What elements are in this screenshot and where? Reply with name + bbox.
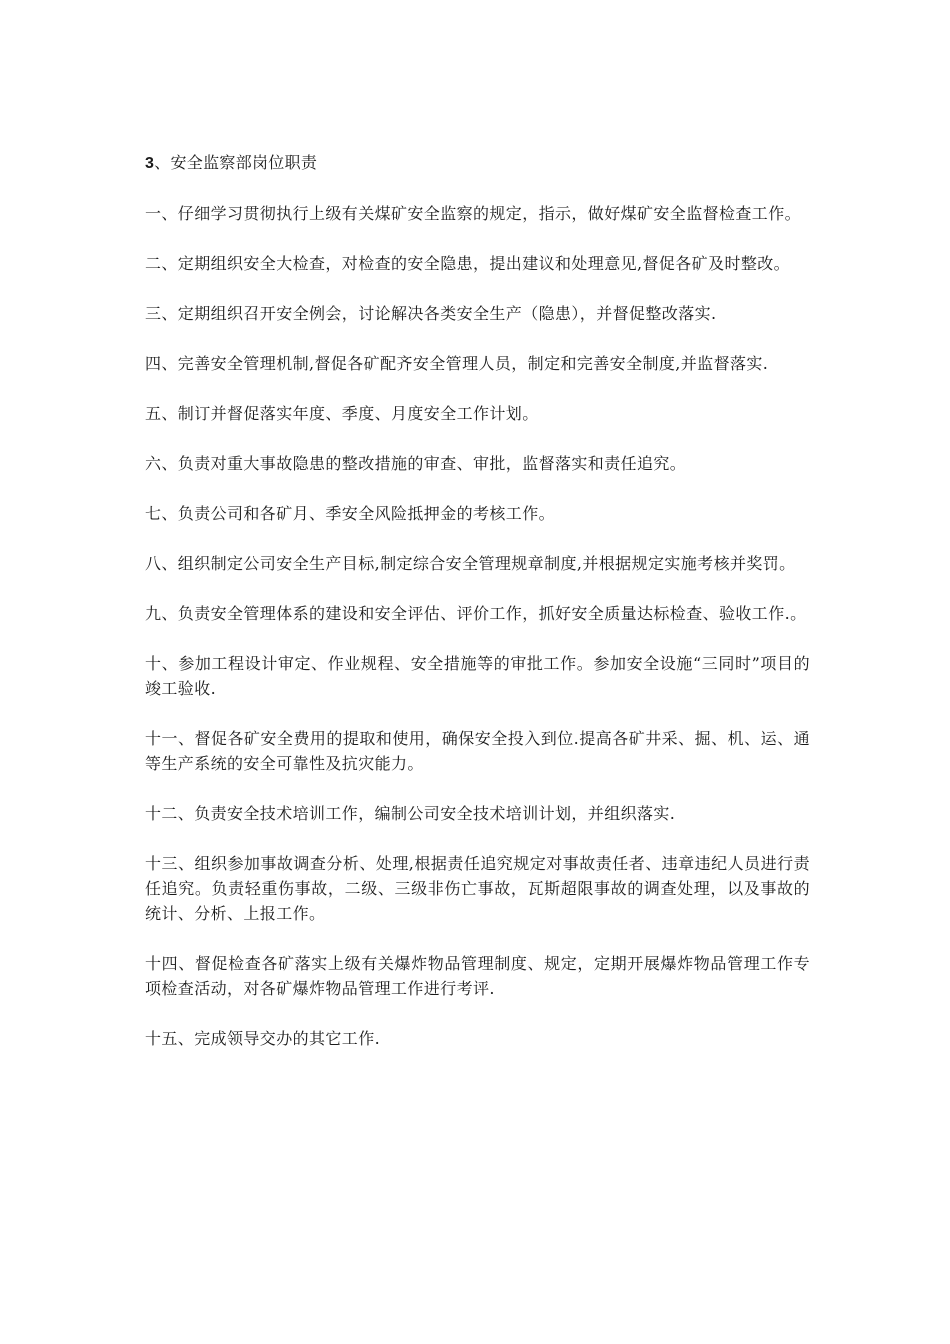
duty-item-4: 四、完善安全管理机制,督促各矿配齐安全管理人员，制定和完善安全制度,并监督落实. bbox=[145, 354, 769, 373]
duty-item-12: 十二、负责安全技术培训工作，编制公司安全技术培训计划，并组织落实. bbox=[145, 804, 676, 823]
duty-item-2: 二、定期组织安全大检查，对检查的安全隐患，提出建议和处理意见,督促各矿及时整改。 bbox=[145, 254, 791, 273]
duty-item-7: 七、负责公司和各矿月、季安全风险抵押金的考核工作。 bbox=[145, 504, 556, 523]
document-body bbox=[145, 150, 810, 1076]
duty-item-8: 八、组织制定公司安全生产目标,制定综合安全管理规章制度,并根据规定实施考核并奖罚。 bbox=[145, 554, 796, 573]
duty-item-13: 十三、组织参加事故调查分析、处理,根据责任追究规定对事故责任者、违章违纪人员进行责任追究。负责轻重伤事故，二级、三级非伤亡事故，瓦斯超限事故的调查处理，以及事故的统计、分析、上报工作。 bbox=[145, 854, 810, 923]
duty-item-15: 十五、完成领导交办的其它工作. bbox=[145, 1029, 381, 1048]
duty-item-14: 十四、督促检查各矿落实上级有关爆炸物品管理制度、规定，定期开展爆炸物品管理工作专项检查活动，对各矿爆炸物品管理工作进行考评. bbox=[145, 954, 810, 998]
duty-item-11: 十一、督促各矿安全费用的提取和使用，确保安全投入到位.提高各矿井采、掘、机、运、通等生产系统的安全可靠性及抗灾能力。 bbox=[145, 729, 810, 773]
duty-item-3: 三、定期组织召开安全例会，讨论解决各类安全生产（隐患），并督促整改落实. bbox=[145, 304, 717, 323]
section-title: 、安全监察部岗位职责 bbox=[154, 153, 318, 172]
section-heading bbox=[145, 150, 810, 176]
duty-item-9: 九、负责安全管理体系的建设和安全评估、评价工作，抓好安全质量达标检查、验收工作.。 bbox=[145, 604, 807, 623]
duty-item-6: 六、负责对重大事故隐患的整改措施的审查、审批，监督落实和责任追究。 bbox=[145, 454, 687, 473]
duty-item-1: 一、仔细学习贯彻执行上级有关煤矿安全监察的规定，指示，做好煤矿安全监督检查工作。 bbox=[145, 204, 802, 223]
duty-item-10: 十、参加工程设计审定、作业规程、安全措施等的审批工作。参加安全设施“三同时”项目的竣工验收. bbox=[145, 654, 810, 698]
section-number: 3 bbox=[145, 155, 155, 172]
duty-item-5: 五、制订并督促落实年度、季度、月度安全工作计划。 bbox=[145, 404, 539, 423]
